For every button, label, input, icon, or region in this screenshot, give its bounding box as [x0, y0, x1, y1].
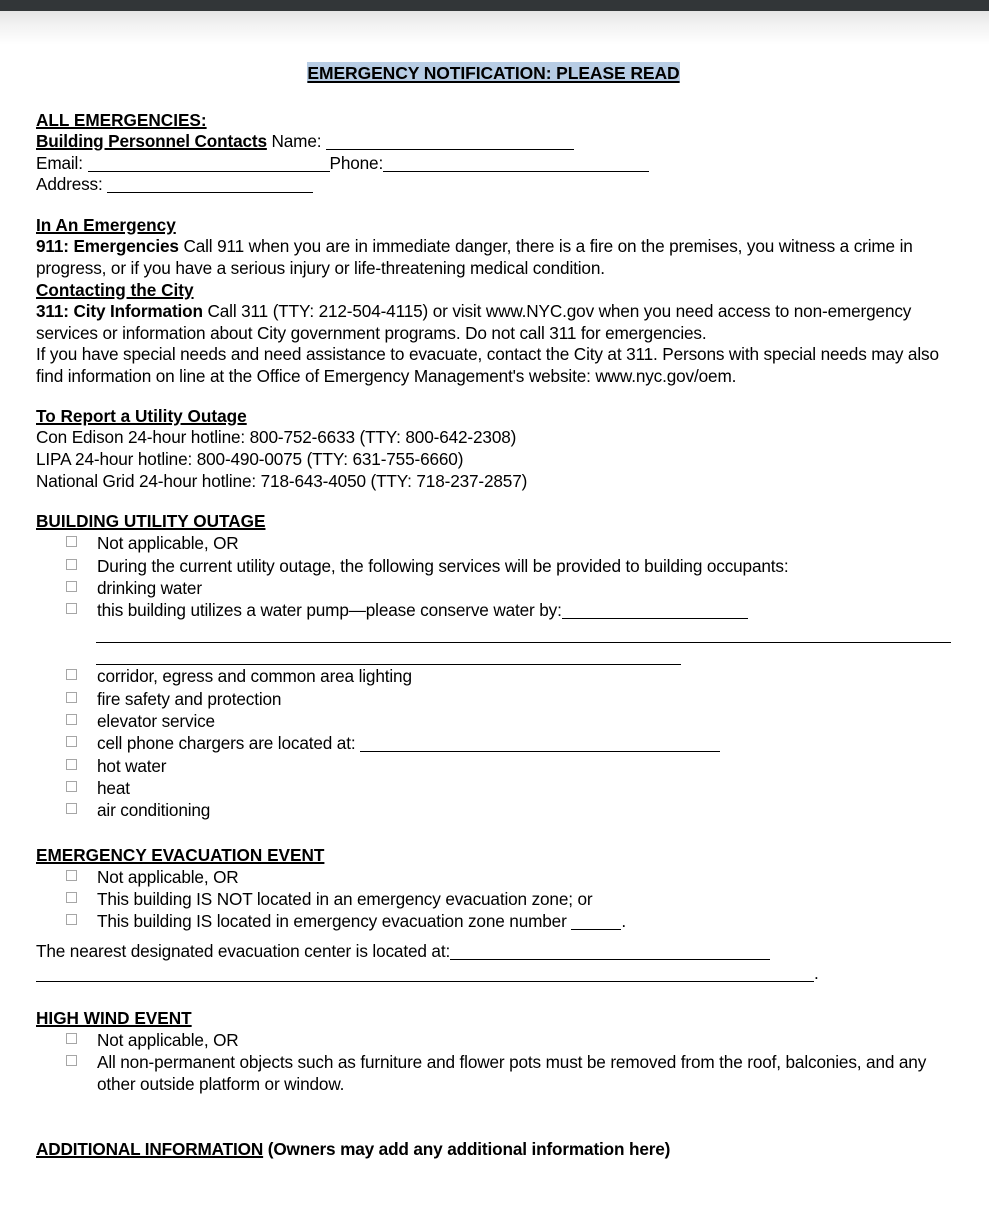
text-311: Call 311 (TTY: 212-504-4115) or visit www.NYC.gov when you need access to non-emergency services or information about City government programs. Do not call 311 for emergencies.	[36, 301, 912, 343]
checkbox-icon[interactable]	[66, 1033, 77, 1044]
hotline-con-edison: Con Edison 24-hour hotline: 800-752-6633 (TTY: 800-642-2308)	[36, 427, 517, 448]
checkbox-label: elevator service	[97, 711, 215, 732]
continuation-rule-1[interactable]	[96, 621, 951, 643]
hotline-lipa: LIPA 24-hour hotline: 800-490-0075 (TTY: 631-755-6660)	[36, 449, 464, 470]
building-utility-outage-checklist-top	[36, 532, 951, 621]
checkbox-row[interactable]	[36, 1029, 951, 1051]
section-heading-emergency-evacuation-event: EMERGENCY EVACUATION EVENT	[36, 844, 325, 865]
checkbox-row[interactable]	[36, 866, 951, 888]
checkbox-label: air conditioning	[97, 800, 211, 821]
water-pump-input-rule[interactable]	[562, 606, 748, 619]
checkbox-row-cell-chargers[interactable]	[36, 732, 951, 754]
checkbox-row-zone-number[interactable]	[36, 910, 951, 932]
high-wind-checklist	[36, 1029, 951, 1096]
page-title	[36, 63, 951, 83]
evacuation-checklist	[36, 866, 951, 933]
checkbox-label: Not applicable, OR	[97, 1029, 239, 1050]
email-input-rule[interactable]	[88, 159, 330, 172]
document-page	[0, 11, 989, 1221]
checkbox-row-water-pump[interactable]	[36, 599, 951, 621]
additional-information-row	[36, 1139, 951, 1161]
water-pump-text: this building utilizes a water pump—please conserve water by:	[97, 600, 562, 621]
nearest-center-input-rule[interactable]	[450, 947, 770, 960]
additional-information-note: (Owners may add any additional information here)	[263, 1139, 671, 1160]
checkbox-label: fire safety and protection	[97, 688, 282, 709]
checkbox-icon[interactable]	[66, 603, 77, 614]
checkbox-icon[interactable]	[66, 714, 77, 725]
text-911: Call 911 when you are in immediate danger, there is a fire on the premises, you witness a crime in progress, or if you have a serious injury or life-threatening medical condition.	[36, 235, 913, 278]
checkbox-row[interactable]	[36, 799, 951, 821]
phone-input-rule[interactable]	[383, 159, 649, 172]
checkbox-label: During the current utility outage, the following services will be provided to building occupants:	[97, 555, 789, 576]
checkbox-icon[interactable]	[66, 870, 77, 881]
email-label: Email:	[36, 152, 83, 173]
zone-number-trailing: .	[621, 911, 626, 932]
checkbox-icon[interactable]	[66, 914, 77, 925]
section-heading-building-utility-outage: BUILDING UTILITY OUTAGE	[36, 511, 266, 532]
checkbox-label-water-pump	[97, 599, 951, 621]
address-label: Address:	[36, 174, 103, 195]
checkbox-icon[interactable]	[66, 803, 77, 814]
checkbox-row[interactable]	[36, 710, 951, 732]
checkbox-icon[interactable]	[66, 892, 77, 903]
checkbox-row[interactable]	[36, 888, 951, 910]
checkbox-icon[interactable]	[66, 736, 77, 747]
zone-number-input-rule[interactable]	[571, 917, 621, 930]
checkbox-row[interactable]	[36, 665, 951, 687]
checkbox-label: drinking water	[97, 577, 202, 598]
paragraph-311	[36, 301, 951, 344]
checkbox-label: corridor, egress and common area lighting	[97, 666, 412, 687]
phone-label: Phone:	[329, 152, 384, 173]
nearest-center-trailing: .	[814, 963, 819, 983]
checkbox-icon[interactable]	[66, 781, 77, 792]
checkbox-label: heat	[97, 777, 130, 798]
label-911: 911: Emergencies	[36, 235, 179, 256]
building-personnel-contacts-row	[36, 131, 951, 153]
section-heading-contacting-the-city: Contacting the City	[36, 280, 194, 301]
cell-chargers-text: cell phone chargers are located at:	[97, 733, 356, 754]
label-311: 311: City Information	[36, 301, 203, 322]
checkbox-icon[interactable]	[66, 1055, 77, 1066]
nearest-center-continuation-row	[36, 963, 951, 985]
section-heading-high-wind-event: HIGH WIND EVENT	[36, 1007, 192, 1028]
nearest-center-label: The nearest designated evacuation center is located at:	[36, 941, 451, 962]
checkbox-label: Not applicable, OR	[97, 533, 239, 554]
checkbox-row[interactable]	[36, 1051, 951, 1096]
section-heading-report-utility-outage: To Report a Utility Outage	[36, 406, 247, 427]
checkbox-icon[interactable]	[66, 759, 77, 770]
checkbox-label: All non-permanent objects such as furniture and flower pots must be removed from the roof, balconies, and any other outside platform or window.	[97, 1051, 927, 1095]
checkbox-row[interactable]	[36, 755, 951, 777]
continuation-rule-2[interactable]	[96, 643, 681, 665]
nearest-center-continuation-rule[interactable]	[36, 969, 814, 982]
hotline-national-grid: National Grid 24-hour hotline: 718-643-4050 (TTY: 718-237-2857)	[36, 470, 528, 491]
checkbox-icon[interactable]	[66, 581, 77, 592]
checkbox-icon[interactable]	[66, 536, 77, 547]
building-utility-outage-checklist-bottom	[36, 665, 951, 821]
email-phone-row	[36, 153, 951, 175]
paragraph-911	[36, 236, 951, 279]
checkbox-row[interactable]	[36, 577, 951, 599]
checkbox-icon[interactable]	[66, 559, 77, 570]
checkbox-icon[interactable]	[66, 669, 77, 680]
checkbox-row[interactable]	[36, 532, 951, 554]
checkbox-row[interactable]	[36, 688, 951, 710]
section-heading-all-emergencies: ALL EMERGENCIES:	[36, 110, 207, 131]
address-input-rule[interactable]	[107, 180, 313, 193]
checkbox-label-zone-number	[97, 910, 951, 932]
checkbox-label: hot water	[97, 755, 167, 776]
checkbox-label: This building IS NOT located in an emergency evacuation zone; or	[97, 888, 593, 909]
name-input-rule[interactable]	[326, 137, 574, 150]
checkbox-label-cell-chargers	[97, 732, 951, 754]
section-heading-additional-information: ADDITIONAL INFORMATION	[36, 1139, 264, 1160]
name-label: Name:	[266, 131, 322, 152]
paragraph-special-needs: If you have special needs and need assistance to evacuate, contact the City at 311. Persons with special needs may also find information on line at the Office of Emergency Management's website: www.nyc.gov/oem.	[36, 344, 939, 386]
checkbox-row[interactable]	[36, 555, 951, 577]
building-personnel-contacts-label: Building Personnel Contacts	[36, 131, 267, 152]
nearest-center-row	[36, 941, 951, 963]
section-heading-in-an-emergency: In An Emergency	[36, 214, 176, 235]
checkbox-label: Not applicable, OR	[97, 866, 239, 887]
cell-chargers-input-rule[interactable]	[360, 739, 720, 752]
window-top-bar	[0, 0, 989, 11]
checkbox-icon[interactable]	[66, 692, 77, 703]
page-title-text: EMERGENCY NOTIFICATION: PLEASE READ	[307, 63, 680, 83]
address-row	[36, 174, 951, 196]
zone-number-text: This building IS located in emergency evacuation zone number	[97, 911, 567, 932]
checkbox-row[interactable]	[36, 777, 951, 799]
